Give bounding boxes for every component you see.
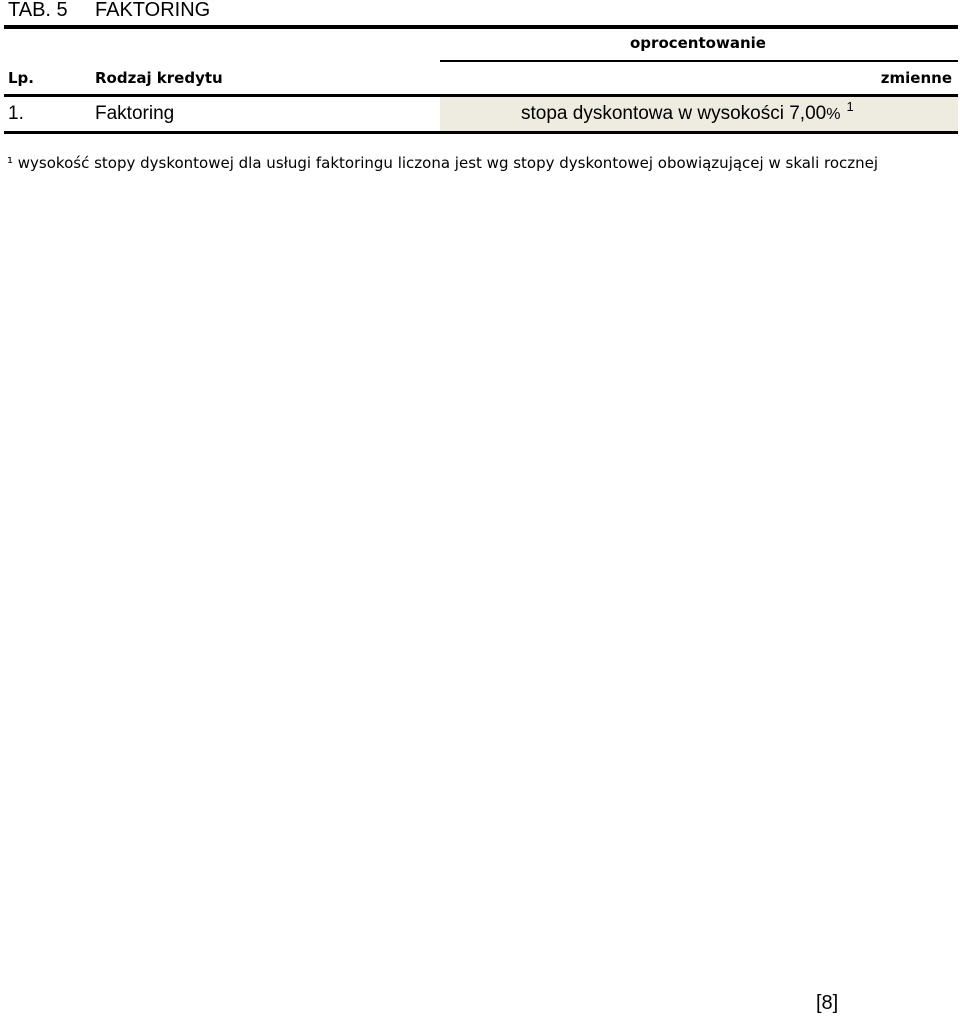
- column-header-type: Rodzaj kredytu: [95, 69, 223, 87]
- column-header-lp: Lp.: [8, 69, 34, 87]
- footnote-reference: 1: [846, 99, 854, 114]
- row-rate-unit: %: [826, 106, 841, 123]
- row-rate-text: stopa dyskontowa w wysokości 7,00: [521, 103, 827, 124]
- column-headers: [0, 67, 960, 89]
- page-number: [8]: [816, 992, 839, 1014]
- row-credit-type: Faktoring: [95, 103, 175, 124]
- row-rate: [521, 101, 854, 128]
- table-top-rule: [4, 25, 958, 29]
- table-row: [4, 97, 958, 131]
- table-bottom-rule: [4, 131, 958, 134]
- footnote: ¹ wysokość stopy dyskontowej dla usługi faktoringu liczona jest wg stopy dyskontowej obowiązującej w skali rocznej: [7, 154, 879, 172]
- table-number: TAB. 5: [8, 0, 68, 21]
- table-name: FAKTORING: [95, 0, 211, 21]
- group-header-label: oprocentowanie: [630, 34, 766, 52]
- row-lp: 1.: [8, 103, 24, 124]
- column-header-variable: zmienne: [880, 69, 952, 87]
- group-header-rule: [440, 60, 958, 62]
